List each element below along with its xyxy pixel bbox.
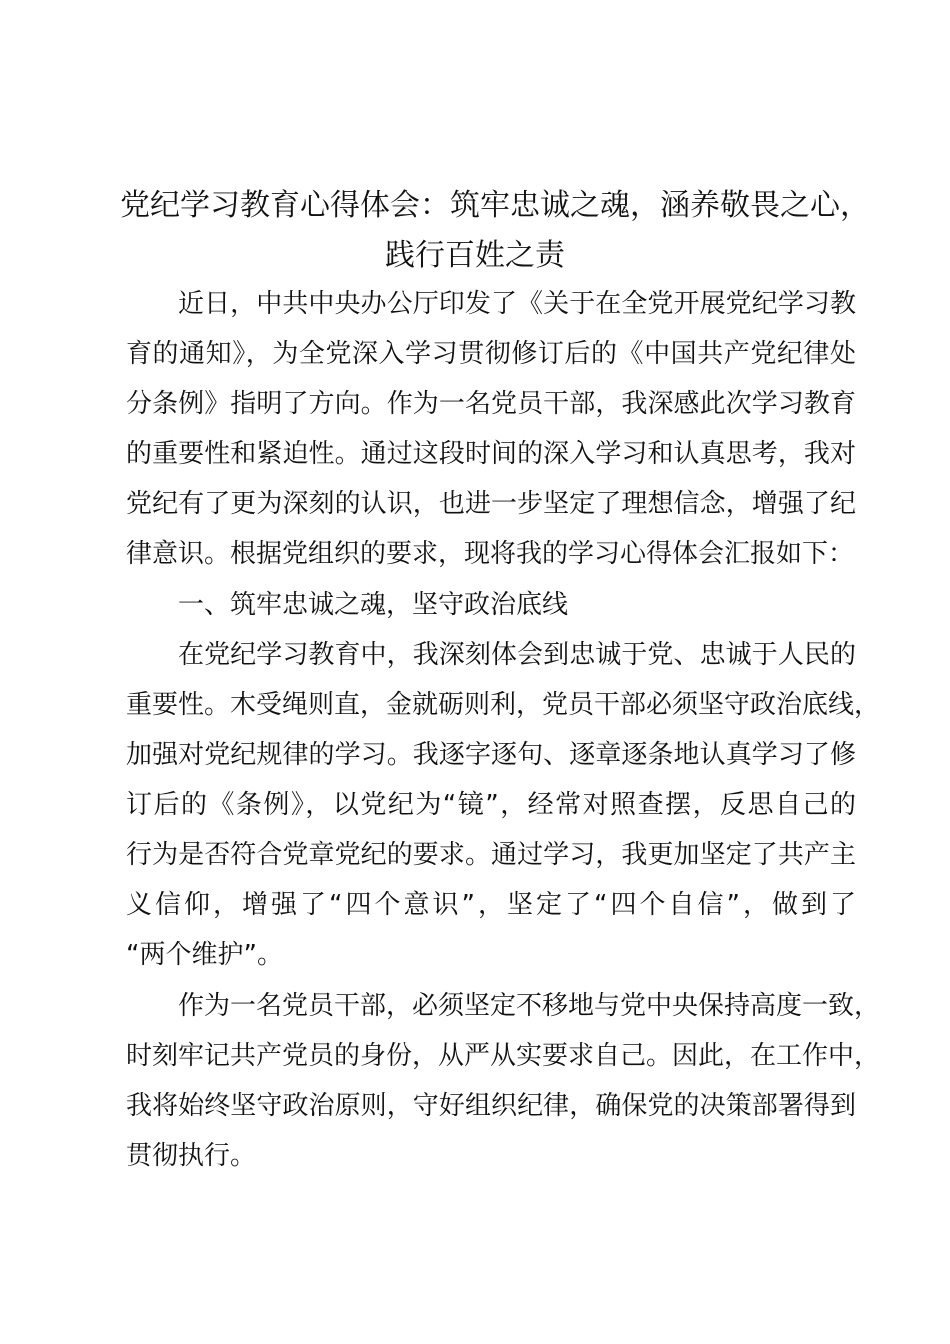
paragraph-1-line-5: 党纪有了更为深刻的认识，也进一步坚定了理想信念，增强了纪 bbox=[126, 489, 856, 519]
paragraph-1-line-2: 育的通知》，为全党深入学习贯彻修订后的《中国共产党纪律处 bbox=[126, 339, 856, 369]
section-heading-1: 一、筑牢忠诚之魂，坚守政治底线 bbox=[178, 590, 569, 620]
paragraph-3-line-3: 我将始终坚守政治原则，守好组织纪律，确保党的决策部署得到 bbox=[126, 1091, 856, 1121]
paragraph-1-line-1: 近日，中共中央办公厅印发了《关于在全党开展党纪学习教 bbox=[178, 289, 856, 319]
paragraph-2-line-3: 加强对党纪规律的学习。我逐字逐句、逐章逐条地认真学习了修 bbox=[126, 740, 856, 770]
paragraph-2-line-5: 行为是否符合党章党纪的要求。通过学习，我更加坚定了共产主 bbox=[126, 840, 856, 870]
document-title-line-1: 党纪学习教育心得体会：筑牢忠诚之魂，涵养敬畏之心， bbox=[120, 188, 870, 223]
paragraph-3-line-4: 贯彻执行。 bbox=[126, 1141, 257, 1171]
paragraph-2-line-2: 重要性。木受绳则直，金就砺则利，党员干部必须坚守政治底线， bbox=[126, 690, 881, 720]
paragraph-1-line-4: 的重要性和紧迫性。通过这段时间的深入学习和认真思考，我对 bbox=[126, 439, 856, 469]
paragraph-2-line-6: 义信仰，增强了“四个意识”，坚定了“四个自信”，做到了 bbox=[126, 890, 856, 920]
paragraph-3-line-2: 时刻牢记共产党员的身份，从严从实要求自己。因此，在工作中， bbox=[126, 1041, 881, 1071]
document-title-line-2: 践行百姓之责 bbox=[385, 238, 565, 273]
paragraph-2-line-7: “两个维护”。 bbox=[126, 940, 283, 970]
paragraph-1-line-3: 分条例》指明了方向。作为一名党员干部，我深感此次学习教育 bbox=[126, 389, 856, 419]
paragraph-3-line-1: 作为一名党员干部，必须坚定不移地与党中央保持高度一致， bbox=[178, 991, 881, 1021]
paragraph-2-line-4: 订后的《条例》，以党纪为“镜”，经常对照查摆，反思自己的 bbox=[126, 790, 856, 820]
paragraph-2-line-1: 在党纪学习教育中，我深刻体会到忠诚于党、忠诚于人民的 bbox=[178, 640, 856, 670]
paragraph-1-line-6: 律意识。根据党组织的要求，现将我的学习心得体会汇报如下： bbox=[126, 539, 855, 569]
